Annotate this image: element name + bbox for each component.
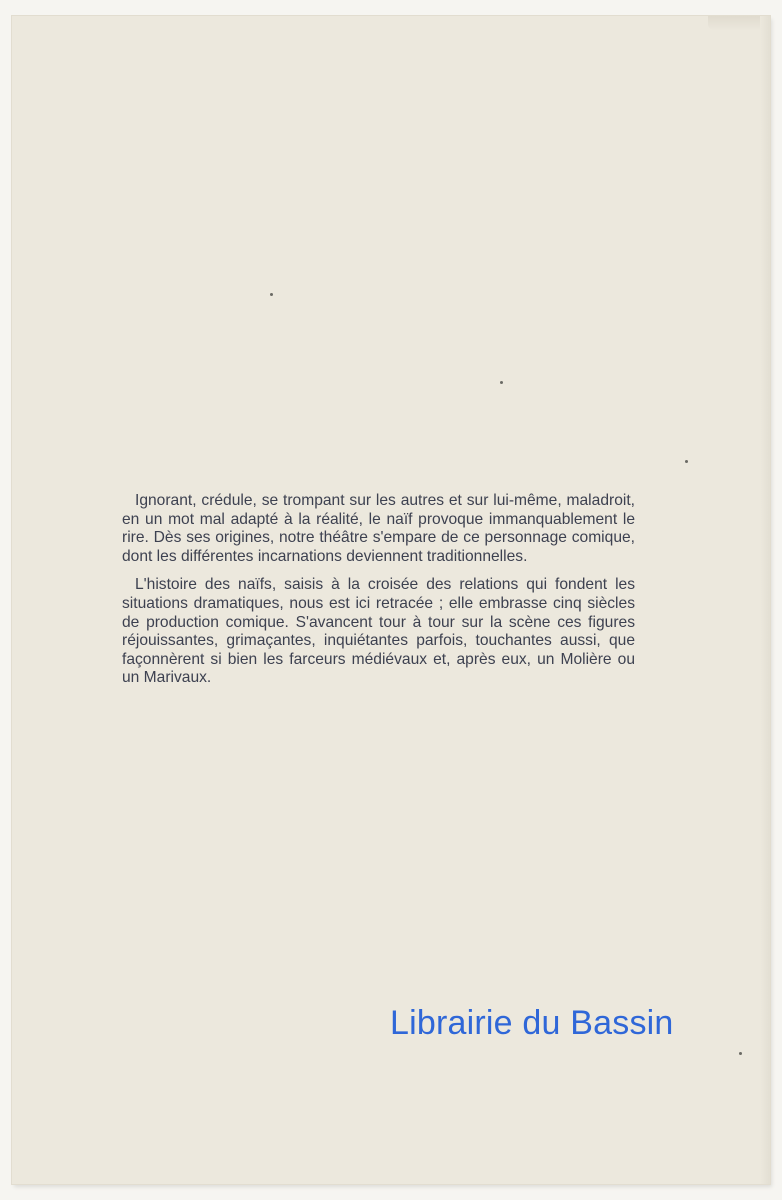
- paper-speck: [739, 1052, 742, 1055]
- cover-right-edge: [760, 16, 770, 1184]
- bookseller-watermark: Librairie du Bassin: [390, 1004, 674, 1042]
- blurb-paragraph-2: L'histoire des naïfs, saisis à la croisée des relations qui fondent les situations dramatiques, nous est ici retracée ; elle embrasse cinq siècles de production comique. S'avancent tour à tour sur la scène ces figures réjouissantes, grimaçantes, inquiétantes parfois, touchantes aussi, que façonnèrent si bien les farceurs médiévaux et, après eux, un Molière ou un Marivaux.: [122, 576, 635, 687]
- paper-speck: [270, 293, 273, 296]
- paper-speck: [685, 460, 688, 463]
- blurb-paragraph-1: Ignorant, crédule, se trompant sur les autres et sur lui-même, maladroit, en un mot mal adapté à la réalité, le naïf provoque immanquablement le rire. Dès ses origines, notre théâtre s'empare de ce personnage comique, dont les différentes incarnations deviennent traditionnelles.: [122, 492, 635, 565]
- paper-speck: [500, 381, 503, 384]
- back-cover-blurb: [122, 492, 635, 698]
